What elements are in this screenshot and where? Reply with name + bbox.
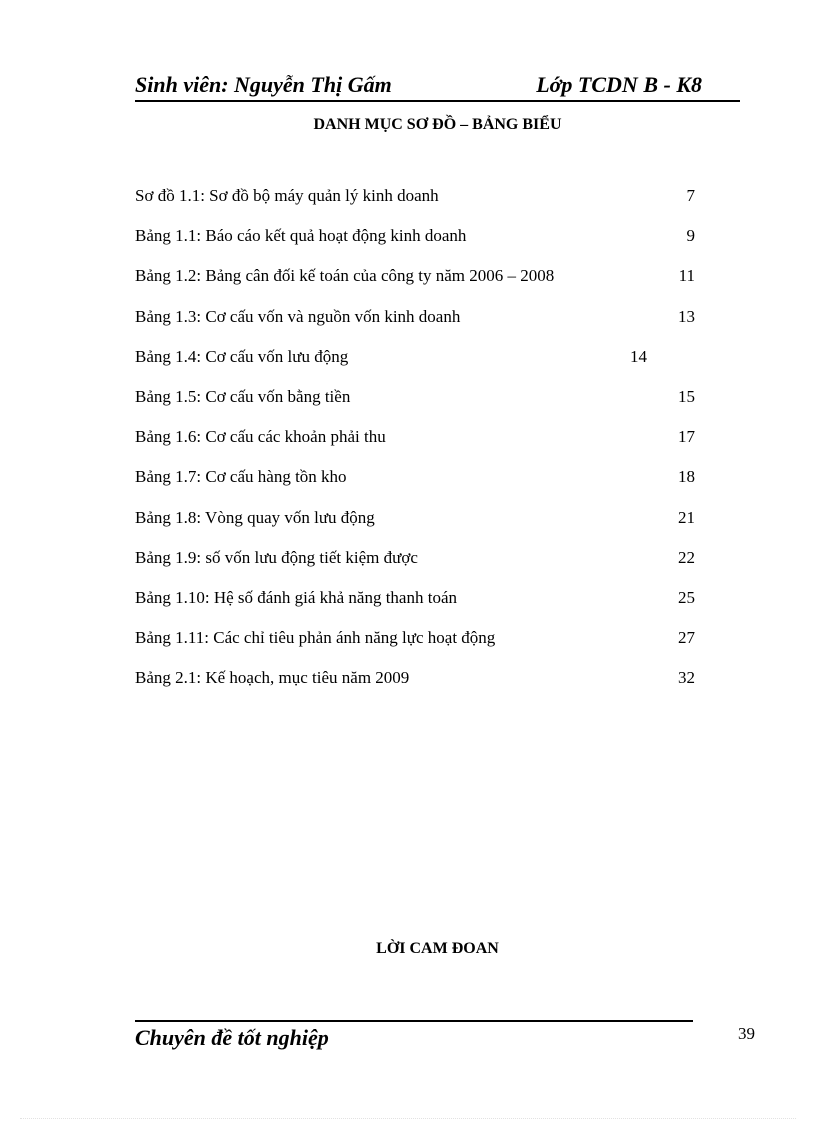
- toc-item: [135, 508, 695, 548]
- toc-item-page: 13: [678, 306, 695, 326]
- toc-item: [135, 427, 695, 467]
- toc-item-label: Sơ đồ 1.1: Sơ đồ bộ máy quản lý kinh doanh: [135, 186, 439, 205]
- toc-item: [135, 588, 695, 628]
- toc-item-page: 9: [686, 226, 695, 246]
- toc-item-page: 22: [678, 547, 695, 567]
- toc-item: [135, 387, 695, 427]
- toc-item-label: Bảng 1.2: Bảng cân đối kế toán của công ty năm 2006 – 2008: [135, 266, 555, 286]
- toc-item: [135, 226, 695, 266]
- toc-item-label: Bảng 1.11: Các chỉ tiêu phản ánh năng lực hoạt động: [135, 628, 496, 648]
- toc-item-label: Bảng 1.5: Cơ cấu vốn bằng tiền: [135, 386, 351, 406]
- student-name: Sinh viên: Nguyễn Thị Gấm: [135, 72, 392, 97]
- toc-item: [135, 186, 695, 226]
- page-edge: [20, 1118, 796, 1119]
- toc-item-label: Bảng 1.8: Vòng quay vốn lưu động: [135, 507, 375, 527]
- toc-item: [135, 548, 695, 588]
- toc-item-label: Bảng 1.6: Cơ cấu các khoản phải thu: [135, 427, 386, 447]
- toc-item-page: 18: [678, 467, 695, 487]
- section-title: LỜI CAM ĐOAN: [376, 940, 499, 957]
- toc-item-page: 7: [686, 186, 695, 205]
- toc-item-label: Bảng 1.7: Cơ cấu hàng tồn kho: [135, 467, 347, 487]
- toc-item-page: 11: [678, 266, 695, 286]
- toc-item: [135, 347, 695, 387]
- toc-item-page: 17: [678, 427, 695, 447]
- page-number: 39: [738, 1024, 755, 1043]
- toc-item-page: 14: [630, 346, 647, 366]
- toc-item: [135, 307, 695, 347]
- table-of-figures: [135, 186, 695, 708]
- toc-item-label: Bảng 1.10: Hệ số đánh giá khả năng thanh toán: [135, 587, 457, 607]
- footer-title: Chuyên đề tốt nghiệp: [135, 1025, 329, 1050]
- toc-item-label: Bảng 1.3: Cơ cấu vốn và nguồn vốn kinh doanh: [135, 306, 461, 326]
- toc-item: [135, 668, 695, 708]
- toc-item: [135, 628, 695, 668]
- toc-item-page: 27: [678, 628, 695, 648]
- page-header: [135, 70, 740, 102]
- toc-item-label: Bảng 2.1: Kế hoạch, mục tiêu năm 2009: [135, 668, 410, 688]
- toc-item-page: 21: [678, 507, 695, 527]
- toc-item-label: Bảng 1.1: Báo cáo kết quả hoạt động kinh doanh: [135, 226, 467, 246]
- toc-item-page: 15: [678, 386, 695, 406]
- toc-item: [135, 467, 695, 507]
- toc-item-page: 32: [678, 668, 695, 688]
- class-name: Lớp TCDN B - K8: [536, 72, 702, 97]
- footer-divider: [135, 1020, 693, 1022]
- toc-item-page: 25: [678, 587, 695, 607]
- list-title: DANH MỤC SƠ ĐỒ – BẢNG BIỂU: [313, 116, 562, 133]
- toc-item: [135, 266, 695, 306]
- toc-item-label: Bảng 1.9: số vốn lưu động tiết kiệm được: [135, 547, 418, 567]
- toc-item-label: Bảng 1.4: Cơ cấu vốn lưu động: [135, 346, 349, 366]
